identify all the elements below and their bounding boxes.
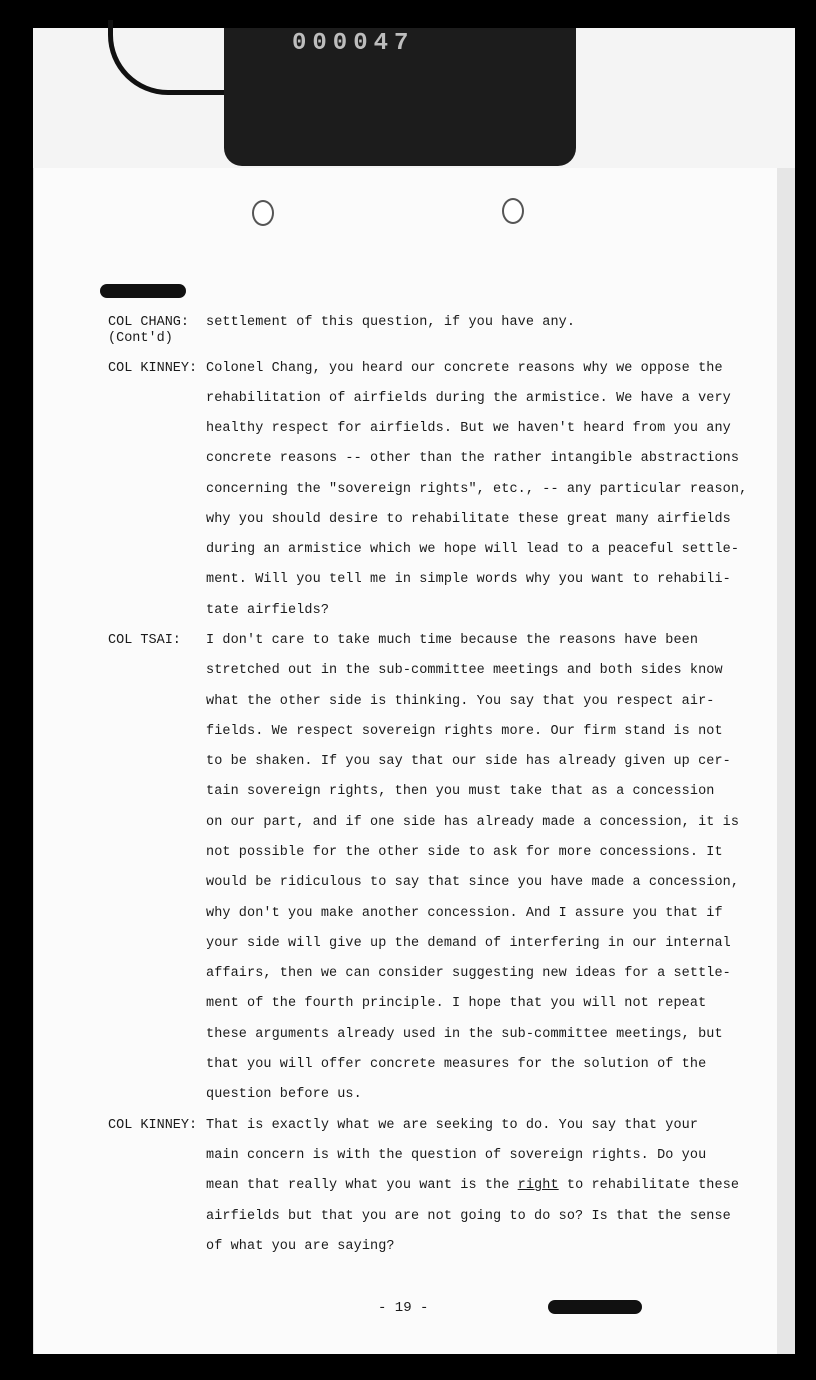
document-stamp-number: 000047 bbox=[292, 30, 415, 57]
text-line: ment of the fourth principle. I hope that you will not repeat bbox=[206, 996, 707, 1011]
text-line: I don't care to take much time because the reasons have been bbox=[206, 633, 699, 648]
speaker-label: COL TSAI: bbox=[108, 633, 181, 648]
text-line: concerning the "sovereign rights", etc., -- any particular reason, bbox=[206, 482, 748, 497]
text-line: would be ridiculous to say that since you have made a concession, bbox=[206, 875, 740, 890]
text-line: that you will offer concrete measures for the solution of the bbox=[206, 1057, 707, 1072]
text-line: question before us. bbox=[206, 1087, 362, 1102]
text-line: airfields but that you are not going to do so? Is that the sense bbox=[206, 1209, 731, 1224]
text-line: tain sovereign rights, then you must take that as a concession bbox=[206, 784, 715, 799]
text-line: of what you are saying? bbox=[206, 1239, 395, 1254]
text-line: these arguments already used in the sub-committee meetings, but bbox=[206, 1027, 723, 1042]
speaker-continued-note: (Cont'd) bbox=[108, 331, 173, 346]
text-line: Colonel Chang, you heard our concrete reasons why we oppose the bbox=[206, 361, 723, 376]
text-line: why you should desire to rehabilitate these great many airfields bbox=[206, 512, 731, 527]
text-segment: to rehabilitate these bbox=[558, 1178, 740, 1193]
text-line: stretched out in the sub-committee meetings and both sides know bbox=[206, 663, 723, 678]
text-line-with-underline bbox=[206, 1178, 739, 1193]
text-line: why don't you make another concession. And I assure you that if bbox=[206, 906, 723, 921]
text-line: during an armistice which we hope will lead to a peaceful settle- bbox=[206, 542, 740, 557]
text-line: fields. We respect sovereign rights more. Our firm stand is not bbox=[206, 724, 723, 739]
speaker-label: COL CHANG: bbox=[108, 315, 190, 330]
text-line: tate airfields? bbox=[206, 603, 330, 618]
text-line: main concern is with the question of sovereign rights. Do you bbox=[206, 1148, 707, 1163]
text-line: rehabilitation of airfields during the armistice. We have a very bbox=[206, 391, 731, 406]
text-line: not possible for the other side to ask for more concessions. It bbox=[206, 845, 723, 860]
underlined-word: right bbox=[517, 1178, 559, 1193]
text-line: That is exactly what we are seeking to do. You say that your bbox=[206, 1118, 699, 1133]
text-line: what the other side is thinking. You say that you respect air- bbox=[206, 694, 715, 709]
redaction-mark-top bbox=[100, 284, 186, 298]
redaction-mark-bottom bbox=[548, 1300, 642, 1314]
text-line: healthy respect for airfields. But we haven't heard from you any bbox=[206, 421, 731, 436]
page-number: - 19 - bbox=[378, 1300, 429, 1316]
text-line: affairs, then we can consider suggesting new ideas for a settle- bbox=[206, 966, 731, 981]
text-line: on our part, and if one side has already made a concession, it is bbox=[206, 815, 740, 830]
page-edge-shadow bbox=[777, 168, 795, 1354]
text-line: ment. Will you tell me in simple words why you want to rehabili- bbox=[206, 572, 731, 587]
text-line: concrete reasons -- other than the rather intangible abstractions bbox=[206, 451, 740, 466]
text-line: your side will give up the demand of interfering in our internal bbox=[206, 936, 731, 951]
text-line: to be shaken. If you say that our side has already given up cer- bbox=[206, 754, 731, 769]
punch-hole-right bbox=[502, 198, 524, 224]
text-segment: mean that really what you want is the bbox=[206, 1178, 518, 1193]
speaker-label: COL KINNEY: bbox=[108, 1118, 198, 1133]
text-line: settlement of this question, if you have any. bbox=[206, 315, 576, 330]
punch-hole-left bbox=[252, 200, 274, 226]
speaker-label: COL KINNEY: bbox=[108, 361, 198, 376]
